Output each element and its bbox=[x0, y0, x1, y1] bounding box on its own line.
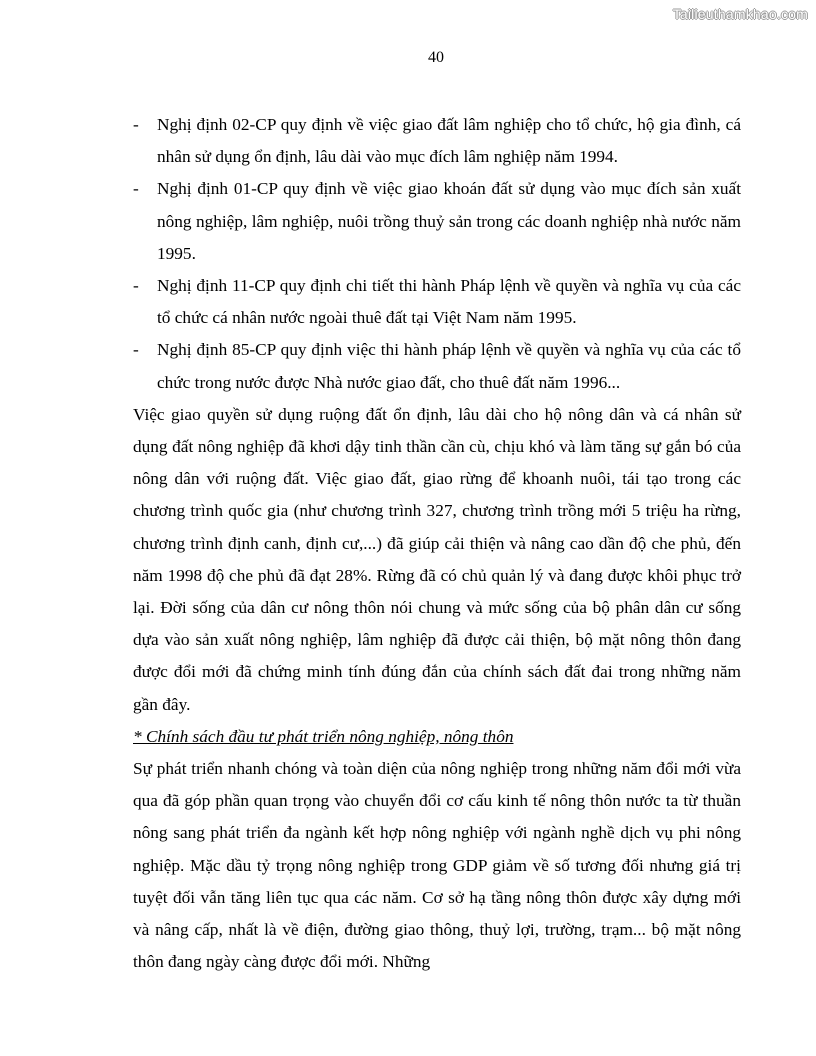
list-item-text: Nghị định 85-CP quy định việc thi hành pháp lệnh về quyền và nghĩa vụ của các tổ chức trong nước được Nhà nước giao đất, cho thuê đất năm 1996... bbox=[157, 340, 741, 392]
bullet-dash: - bbox=[133, 179, 139, 199]
paragraph-investment-policy: Sự phát triển nhanh chóng và toàn diện của nông nghiệp trong những năm đổi mới vừa qua đã góp phần quan trọng vào chuyển đổi cơ cấu kinh tế nông thôn nước ta từ thuần nông sang phát triển đa ngành kết hợp nông nghiệp với ngành nghề dịch vụ phi nông nghiệp. Mặc dầu tỷ trọng nông nghiệp trong GDP giảm về số tương đối nhưng giá trị tuyệt đối vẫn tăng liên tục qua các năm. Cơ sở hạ tầng nông thôn được xây dựng mới và nâng cấp, nhất là về điện, đường giao thông, thuỷ lợi, trường, trạm... bộ mặt nông thôn đang ngày càng được đổi mới. Những bbox=[133, 759, 741, 972]
list-item-text: Nghị định 11-CP quy định chi tiết thi hành Pháp lệnh về quyền và nghĩa vụ của các tổ chức cá nhân nước ngoài thuê đất tại Việt Nam năm 1995. bbox=[157, 276, 741, 328]
page-number: 40 bbox=[428, 49, 444, 66]
paragraph-land-allocation: Việc giao quyền sử dụng ruộng đất ổn định, lâu dài cho hộ nông dân và cá nhân sử dụng đất nông nghiệp đã khơi dậy tinh thần cần cù, chịu khó và làm tăng sự gắn bó của nông dân với ruộng đất. Việc giao đất, giao rừng để khoanh nuôi, tái tạo trong các chương trình quốc gia (như chương trình 327, chương trình trồng mới 5 triệu ha rừng, chương trình định canh, định cư,...) đã giúp cải thiện và nâng cao dần độ che phủ, đến năm 1998 độ che phủ đã đạt 28%. Rừng đã có chủ quản lý và đang được khôi phục trở lại. Đời sống của dân cư nông thôn nói chung và mức sống của bộ phân dân cư sống dựa vào sản xuất nông nghiệp, lâm nghiệp đã được cải thiện, bộ mặt nông thôn đang được đổi mới đã chứng minh tính đúng đắn của chính sách đất đai trong những năm gần đây. bbox=[133, 404, 741, 714]
list-item-text: Nghị định 01-CP quy định về việc giao khoán đất sử dụng vào mục đích sản xuất nông nghiệp, lâm nghiệp, nuôi trồng thuỷ sản trong các doanh nghiệp nhà nước năm 1995. bbox=[157, 179, 741, 263]
list-item bbox=[133, 270, 741, 334]
watermark: Tailieuthamkhao.com bbox=[672, 6, 808, 22]
bullet-dash: - bbox=[133, 115, 139, 134]
list-item bbox=[133, 109, 741, 173]
bullet-dash: - bbox=[133, 276, 139, 296]
list-item bbox=[133, 173, 741, 270]
list-item bbox=[133, 334, 741, 398]
section-heading: * Chính sách đầu tư phát triển nông nghiệp, nông thôn bbox=[133, 726, 514, 746]
list-item-text: Nghị định 02-CP quy định về việc giao đất lâm nghiệp cho tổ chức, hộ gia đình, cá nhân sử dụng ổn định, lâu dài vào mục đích lâm nghiệp năm 1994. bbox=[157, 115, 741, 167]
document-body bbox=[133, 109, 741, 978]
bullet-dash: - bbox=[133, 340, 139, 360]
